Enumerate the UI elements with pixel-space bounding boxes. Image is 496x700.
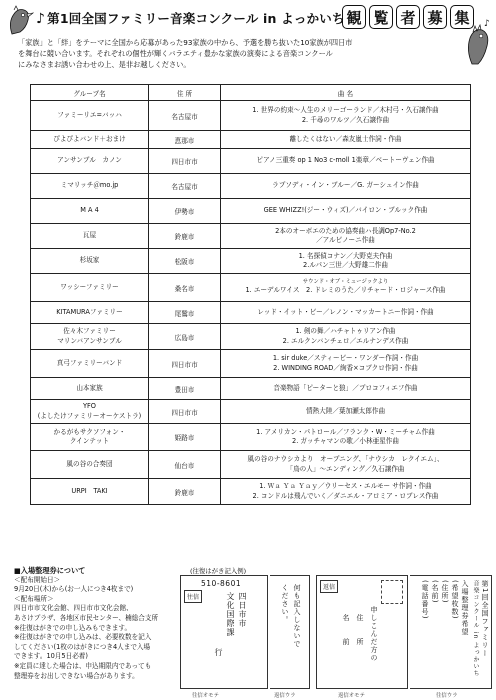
table-row bbox=[31, 149, 471, 174]
name-line: 住 bbox=[356, 614, 364, 622]
group-name-cell bbox=[31, 302, 149, 324]
song-cell bbox=[221, 479, 471, 505]
location-cell: 名古屋市 bbox=[149, 101, 221, 131]
song-title: 1. エーデルワイス 2. ドレミのうた／リチャード・ロジャース作曲 bbox=[245, 286, 446, 295]
table-row bbox=[31, 479, 471, 505]
group-name-cell bbox=[31, 101, 149, 131]
song-cell bbox=[221, 131, 471, 149]
table-row bbox=[31, 131, 471, 149]
bird-mascot-icon bbox=[6, 4, 34, 36]
group-name: ワッシーファミリー bbox=[60, 282, 119, 291]
group-name-cell bbox=[31, 199, 149, 224]
admission-line: ※往復はがきでの申し込みもできます。 bbox=[14, 623, 132, 632]
song-title: GEE WHIZZ!(ジー・ウィズ)／バイロン・ブルック作曲 bbox=[263, 206, 428, 215]
bird-mascot-icon bbox=[462, 16, 492, 66]
request-line: (希望枚数) bbox=[451, 580, 459, 620]
group-name-cell bbox=[31, 131, 149, 149]
postcard-request-back bbox=[410, 575, 492, 689]
request-line: 入場整理券希望 bbox=[461, 580, 469, 636]
table-row bbox=[31, 302, 471, 324]
group-name: 杉坂家 bbox=[79, 256, 100, 265]
group-name: ミマリッチ＠mo.jp bbox=[60, 181, 119, 190]
location-cell: 鈴鹿市 bbox=[149, 479, 221, 505]
table-row bbox=[31, 424, 471, 451]
postal-code: 510-8601 bbox=[201, 579, 242, 588]
song-title: 1. 世界の約束～人生のメリーゴーランド／木村弓・久石譲作曲 bbox=[252, 106, 439, 114]
admission-line: ＜配布場所＞ bbox=[14, 594, 54, 603]
intro-line: 「家族」と「絆」をテーマに全国から応募があった93家族の中から、予選を勝ち抜いた10家族が四日市 bbox=[18, 38, 353, 47]
postcard-caption: 往信オモテ bbox=[192, 693, 219, 699]
song-title: 1. アメリカン・パトロール／フランク・W・ミーチャム作曲 bbox=[256, 427, 435, 436]
badge-char: 覧 bbox=[369, 5, 393, 29]
admission-line: ＜配布開始日＞ bbox=[14, 575, 61, 584]
table-row bbox=[31, 451, 471, 479]
song-cell bbox=[221, 424, 471, 451]
song-title: 1. 名探偵コナン／大野克夫作曲 bbox=[298, 251, 393, 260]
postcard-note: (往復はがき記入例) bbox=[190, 567, 247, 575]
column-header-group: グループ名 bbox=[31, 85, 149, 101]
reply-label: 返信 bbox=[320, 580, 338, 593]
song-title: 情熱大陸／葉加瀬太郎作曲 bbox=[305, 406, 386, 415]
location-cell: 四日市市 bbox=[149, 350, 221, 378]
postcard-caption: 返信オモテ bbox=[338, 693, 365, 699]
group-name: ぴよぴよバンド＋おまけ bbox=[53, 134, 126, 143]
group-name: 佐々木ファミリー bbox=[63, 327, 116, 335]
location-cell: 伊勢市 bbox=[149, 199, 221, 224]
song-cell bbox=[221, 350, 471, 378]
group-name-cell bbox=[31, 274, 149, 302]
table-row bbox=[31, 224, 471, 249]
location-cell: 四日市市 bbox=[149, 149, 221, 174]
table-header-row bbox=[31, 85, 471, 101]
admission-title: ■入場整理券について bbox=[14, 566, 86, 575]
group-name: 風の谷の合奏団 bbox=[66, 459, 113, 468]
postcard-caption: 往信ウラ bbox=[436, 693, 458, 699]
song-cell bbox=[221, 378, 471, 400]
group-name-cell bbox=[31, 324, 149, 350]
song-title: ピアノ三重奏 op 1 No3 c-moll 1楽章／ベートーヴェン作曲 bbox=[256, 156, 435, 165]
badge-char: 集 bbox=[450, 5, 474, 29]
location-cell: 桑名市 bbox=[149, 274, 221, 302]
request-line: (名前) bbox=[431, 580, 439, 604]
name-line: 名 bbox=[342, 614, 350, 622]
group-name: 瓦屋 bbox=[82, 231, 97, 240]
song-title: ／アルビノーニ作曲 bbox=[316, 236, 375, 244]
programme-table bbox=[30, 84, 471, 505]
location-cell: 広島市 bbox=[149, 324, 221, 350]
table-row bbox=[31, 274, 471, 302]
song-title: 2. WINDING ROAD／絢香×コブクロ作詞・作曲 bbox=[273, 363, 418, 372]
song-title: 2. コンドルは飛んでいく／ダニエル・アロミア・ロブレス作曲 bbox=[252, 491, 439, 500]
table-row bbox=[31, 400, 471, 424]
recruitment-badges bbox=[342, 5, 474, 29]
name-line: 前 bbox=[342, 638, 350, 646]
blank-note-line: 何も記入しないで bbox=[293, 584, 301, 648]
group-name: URPI TAKI bbox=[71, 486, 108, 495]
song-title: サウンド・オブ・ミュージックより bbox=[302, 279, 389, 286]
group-name: YFO bbox=[82, 402, 96, 410]
group-name-cell bbox=[31, 451, 149, 479]
group-name-cell bbox=[31, 400, 149, 424]
blank-note-line: ください。 bbox=[281, 584, 289, 624]
admission-line: ※往復はがきでの申し込みは、必要枚数を記入 bbox=[14, 633, 152, 642]
location-cell: 名古屋市 bbox=[149, 174, 221, 199]
song-cell bbox=[221, 149, 471, 174]
badge-char: 募 bbox=[423, 5, 447, 29]
column-header-location: 住 所 bbox=[149, 85, 221, 101]
postcard-reply-front bbox=[316, 575, 408, 689]
table-body bbox=[31, 101, 471, 505]
song-title: ラプソディ・イン・ブルー／G. ガーシュイン作曲 bbox=[272, 181, 419, 190]
group-name-cell bbox=[31, 479, 149, 505]
location-cell: 豊田市 bbox=[149, 378, 221, 400]
column-header-song: 曲 名 bbox=[221, 85, 471, 101]
badge-char: 観 bbox=[342, 5, 366, 29]
song-title: 2. ガッチャマンの歌／小林亜星作曲 bbox=[292, 437, 399, 445]
request-line: (電話番号) bbox=[421, 580, 429, 620]
song-cell bbox=[221, 302, 471, 324]
group-name-cell bbox=[31, 174, 149, 199]
location-cell: 四日市市 bbox=[149, 400, 221, 424]
song-cell bbox=[221, 324, 471, 350]
admission-info bbox=[14, 566, 184, 681]
postcard-example bbox=[178, 566, 496, 700]
song-title: 2本のオーボエのための協奏曲ハ長調Op7-No.2 bbox=[275, 226, 416, 235]
table-row bbox=[31, 199, 471, 224]
location-cell: 姫路市 bbox=[149, 424, 221, 451]
song-title: 風の谷のナウシカより オープニング、「ナウシカ レクイエム」、 bbox=[247, 455, 444, 463]
name-line: 所 bbox=[356, 638, 364, 646]
header bbox=[0, 0, 496, 38]
title-text: 第1回全国ファミリー音楽コンクール in よっかいち bbox=[47, 11, 345, 26]
group-name: かるがもサクソフォン・ bbox=[53, 427, 126, 436]
group-name-cell bbox=[31, 350, 149, 378]
intro-text bbox=[18, 37, 438, 70]
group-name-cell bbox=[31, 149, 149, 174]
song-cell bbox=[221, 101, 471, 131]
song-title: 音楽物語「ピーターと狼」／プロコフィエフ作曲 bbox=[273, 383, 418, 392]
group-name-cell bbox=[31, 378, 149, 400]
song-title: 2.ルパン三世／大野雄二作曲 bbox=[303, 261, 388, 269]
address-line: 文化国際課 bbox=[226, 592, 235, 637]
song-title: 「鳥の人」～エンディング／久石譲作曲 bbox=[286, 464, 405, 473]
location-cell: 鈴鹿市 bbox=[149, 224, 221, 249]
page-title bbox=[36, 9, 345, 27]
admission-line: 四日市市文化会館、四日市市文化会館、 bbox=[14, 604, 133, 613]
admission-line: できます。10月5日必着) bbox=[14, 652, 88, 661]
song-title: 1. sir duke／スティービー・ワンダー作詞・作曲 bbox=[272, 354, 419, 362]
song-cell bbox=[221, 249, 471, 274]
song-title: 2. エルクンバンチェロ／エルナンデス作曲 bbox=[282, 336, 409, 345]
group-name: 真弓ファミリーバンド bbox=[56, 358, 123, 367]
stamp-box bbox=[381, 580, 403, 604]
admission-line: ※定員に達した場合は、申込期限内であっても bbox=[14, 661, 152, 670]
song-title: 1. Ｗａ Ｙａ Ｙａｙ／ウリーセス・エルモー サ作詞・作曲 bbox=[259, 482, 432, 490]
song-title: 2. 千尋のワルツ／久石譲作曲 bbox=[301, 115, 390, 124]
return-label: 往信 bbox=[184, 590, 202, 603]
postcard-return-front bbox=[180, 575, 268, 689]
address-line: 四日市市 bbox=[238, 592, 247, 628]
location-cell: 尾鷲市 bbox=[149, 302, 221, 324]
group-name-cell bbox=[31, 224, 149, 249]
admission-line: あさけプラザ、各地区市民センター、楠総合支所 bbox=[14, 613, 159, 622]
group-name-cell bbox=[31, 424, 149, 451]
group-name-cell bbox=[31, 249, 149, 274]
song-title: 離したくはない／森友嵐士作詞・作曲 bbox=[289, 134, 402, 143]
song-cell bbox=[221, 174, 471, 199]
intro-line: にみなさまお誘い合わせの上、是非お越しください。 bbox=[18, 60, 191, 69]
table-row bbox=[31, 174, 471, 199]
group-name: (よしたけファミリーオーケストラ) bbox=[37, 411, 142, 420]
group-name: アンサンブル カノン bbox=[57, 156, 122, 165]
song-title: レッド・イット・ビー／レノン・マッカートニー作詞・作曲 bbox=[257, 307, 434, 316]
location-cell: 松阪市 bbox=[149, 249, 221, 274]
admission-line: 9月20日(木)から(お一人につき4枚まで) bbox=[14, 585, 134, 594]
song-cell bbox=[221, 274, 471, 302]
song-cell bbox=[221, 451, 471, 479]
table-row bbox=[31, 101, 471, 131]
admission-line: 整理券をお出しできない場合があります。 bbox=[14, 671, 139, 680]
badge-char: 者 bbox=[396, 5, 420, 29]
group-name: M A 4 bbox=[80, 206, 99, 215]
location-cell: 仙台市 bbox=[149, 451, 221, 479]
group-name: ファミーリエ=バッハ bbox=[57, 110, 122, 119]
song-title: 1. 剣の舞／ハチャトゥリアン作曲 bbox=[295, 327, 396, 335]
table-row bbox=[31, 350, 471, 378]
request-line: 音楽コンクール in よっかいち bbox=[472, 580, 479, 678]
table-row bbox=[31, 324, 471, 350]
song-cell bbox=[221, 400, 471, 424]
request-line: 第1回全国ファミリー bbox=[481, 580, 489, 658]
group-name: 山本家族 bbox=[76, 383, 103, 392]
location-cell: 恵那市 bbox=[149, 131, 221, 149]
svg-text:♪: ♪ bbox=[484, 19, 490, 29]
song-cell bbox=[221, 199, 471, 224]
table-row bbox=[31, 378, 471, 400]
request-line: (住所) bbox=[441, 580, 449, 604]
group-name: クインテット bbox=[69, 437, 110, 445]
address-line: 行 bbox=[214, 648, 223, 657]
intro-line: を舞台に競い合います。それぞれの個性が輝くバラエティ豊かな家族の演奏による音楽コンクール bbox=[18, 49, 333, 58]
song-cell bbox=[221, 224, 471, 249]
postcard-caption: 返信ウラ bbox=[274, 693, 296, 699]
postcard-reply-back bbox=[270, 575, 310, 689]
table-row bbox=[31, 249, 471, 274]
name-line: 申しこんだ方の bbox=[370, 606, 378, 662]
group-name: KITAMURAファミリー bbox=[56, 307, 123, 316]
music-note-icon: ♪ bbox=[36, 11, 46, 27]
group-name: マリンバアンサンブル bbox=[57, 336, 122, 345]
admission-line: してください(1枚のはがきにつき4人まで入場 bbox=[14, 642, 151, 651]
